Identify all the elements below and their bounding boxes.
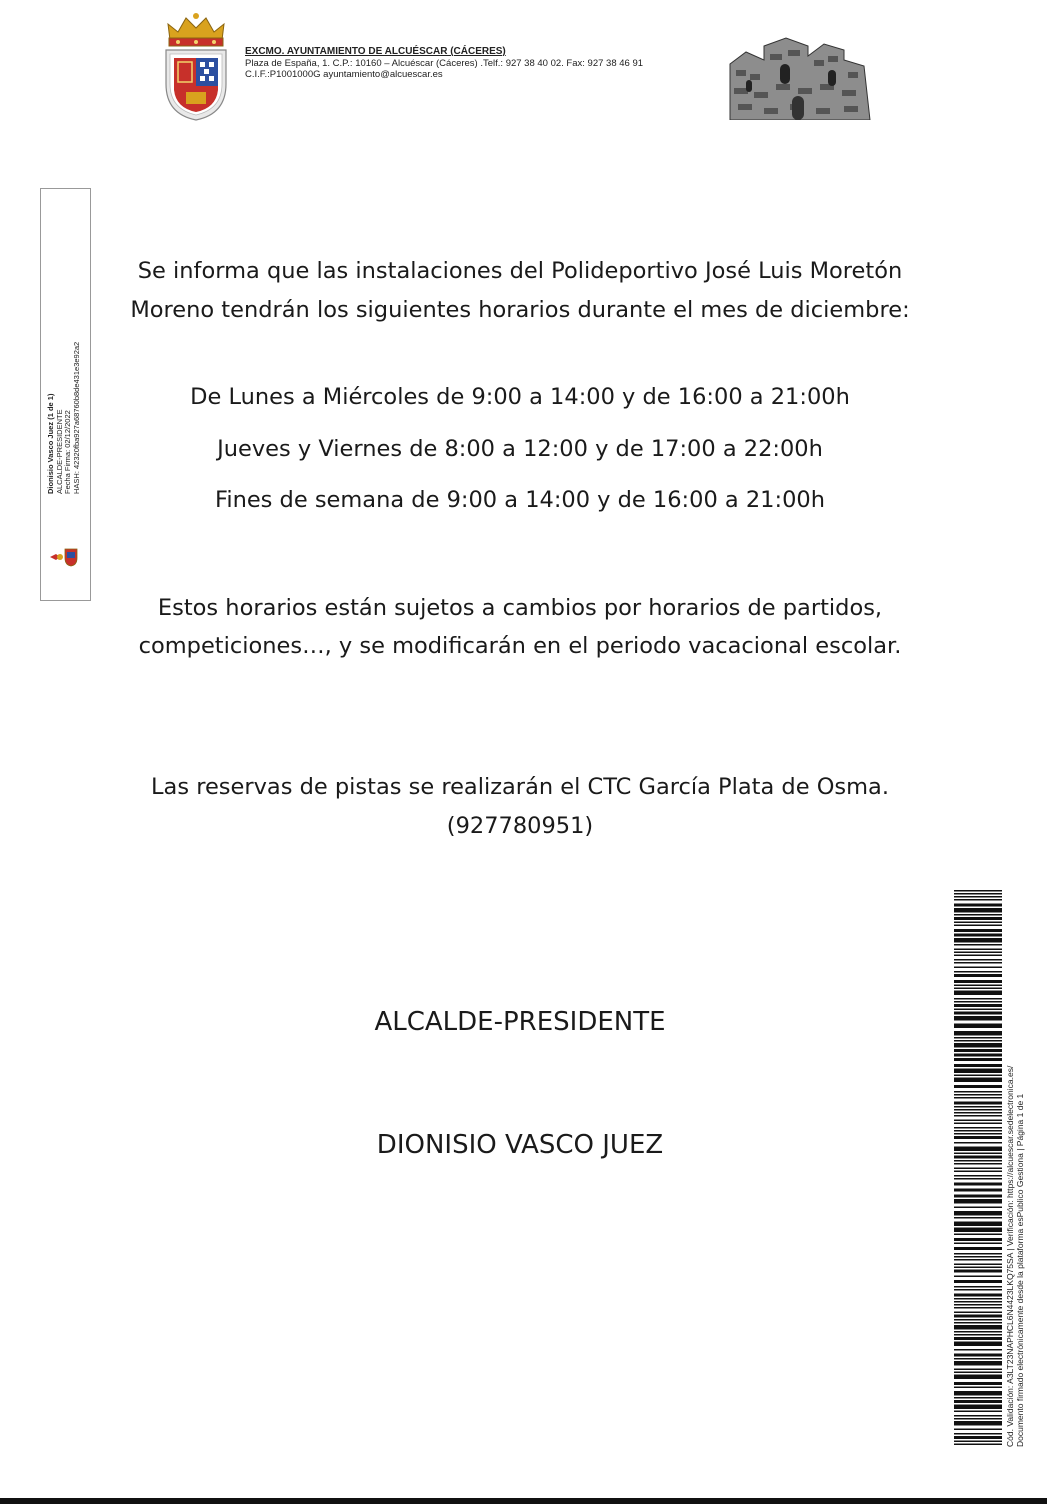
validation-block (1005, 1066, 1025, 1447)
signature-block (47, 342, 81, 494)
validation-platform: Documento firmado electrónicamente desde la plataforma esPublico Gestiona | Página 1 de 1 (1015, 1093, 1025, 1447)
church-building-icon (724, 34, 874, 120)
signer-role: ALCALDE-PRESIDENTE (54, 409, 64, 494)
schedule-line: Jueves y Viernes de 8:00 a 12:00 y de 17:00 a 22:00h (217, 436, 823, 462)
closing-role: ALCALDE-PRESIDENTE (374, 1007, 666, 1037)
closing-signer-name: DIONISIO VASCO JUEZ (376, 1130, 664, 1160)
letterhead (245, 46, 643, 81)
barcode-icon (954, 890, 1002, 1446)
organization-name: EXCMO. AYUNTAMIENTO DE ALCUÉSCAR (CÁCERES) (245, 46, 506, 57)
organization-address: Plaza de España, 1. C.P.: 10160 – Alcuéscar (Cáceres) .Telf.: 927 38 40 02. Fax: 927 38 46 91 (245, 57, 644, 69)
page-bottom-edge (0, 1498, 1047, 1504)
signature-date: Fecha Firma: 02/12/2022 (63, 410, 72, 494)
seal-icon (48, 546, 82, 568)
organization-cif: C.I.F.:P1001000G ayuntamiento@alcuescar.es (245, 69, 443, 80)
schedule-line: De Lunes a Miércoles de 9:00 a 14:00 y de 16:00 a 21:00h (190, 384, 850, 410)
schedule-line: Fines de semana de 9:00 a 14:00 y de 16:00 a 21:00h (215, 487, 825, 513)
validation-code: Cód. Validación: A3LT23NAPHCL6N4423LKQ75SA | Verificación: https://alcuescar.sedelectronica.es/ (1005, 1065, 1015, 1447)
reservations-paragraph: Las reservas de pistas se realizarán el CTC García Plata de Osma. (927780951) (151, 774, 889, 839)
notice-paragraph: Estos horarios están sujetos a cambios por horarios de partidos, competiciones…, y se modificarán en el periodo vacacional escolar. (138, 595, 902, 659)
intro-paragraph: Se informa que las instalaciones del Polideportivo José Luis Moretón Moreno tendrán los siguientes horarios durante el mes de diciembre: (130, 258, 910, 323)
signer-name: Dionisio Vasco Juez (1 de 1) (46, 393, 55, 494)
signature-hash: HASH: 42320fba927a68760b8de431e3e92a2 (71, 341, 81, 494)
coat-of-arms-icon (160, 10, 232, 122)
